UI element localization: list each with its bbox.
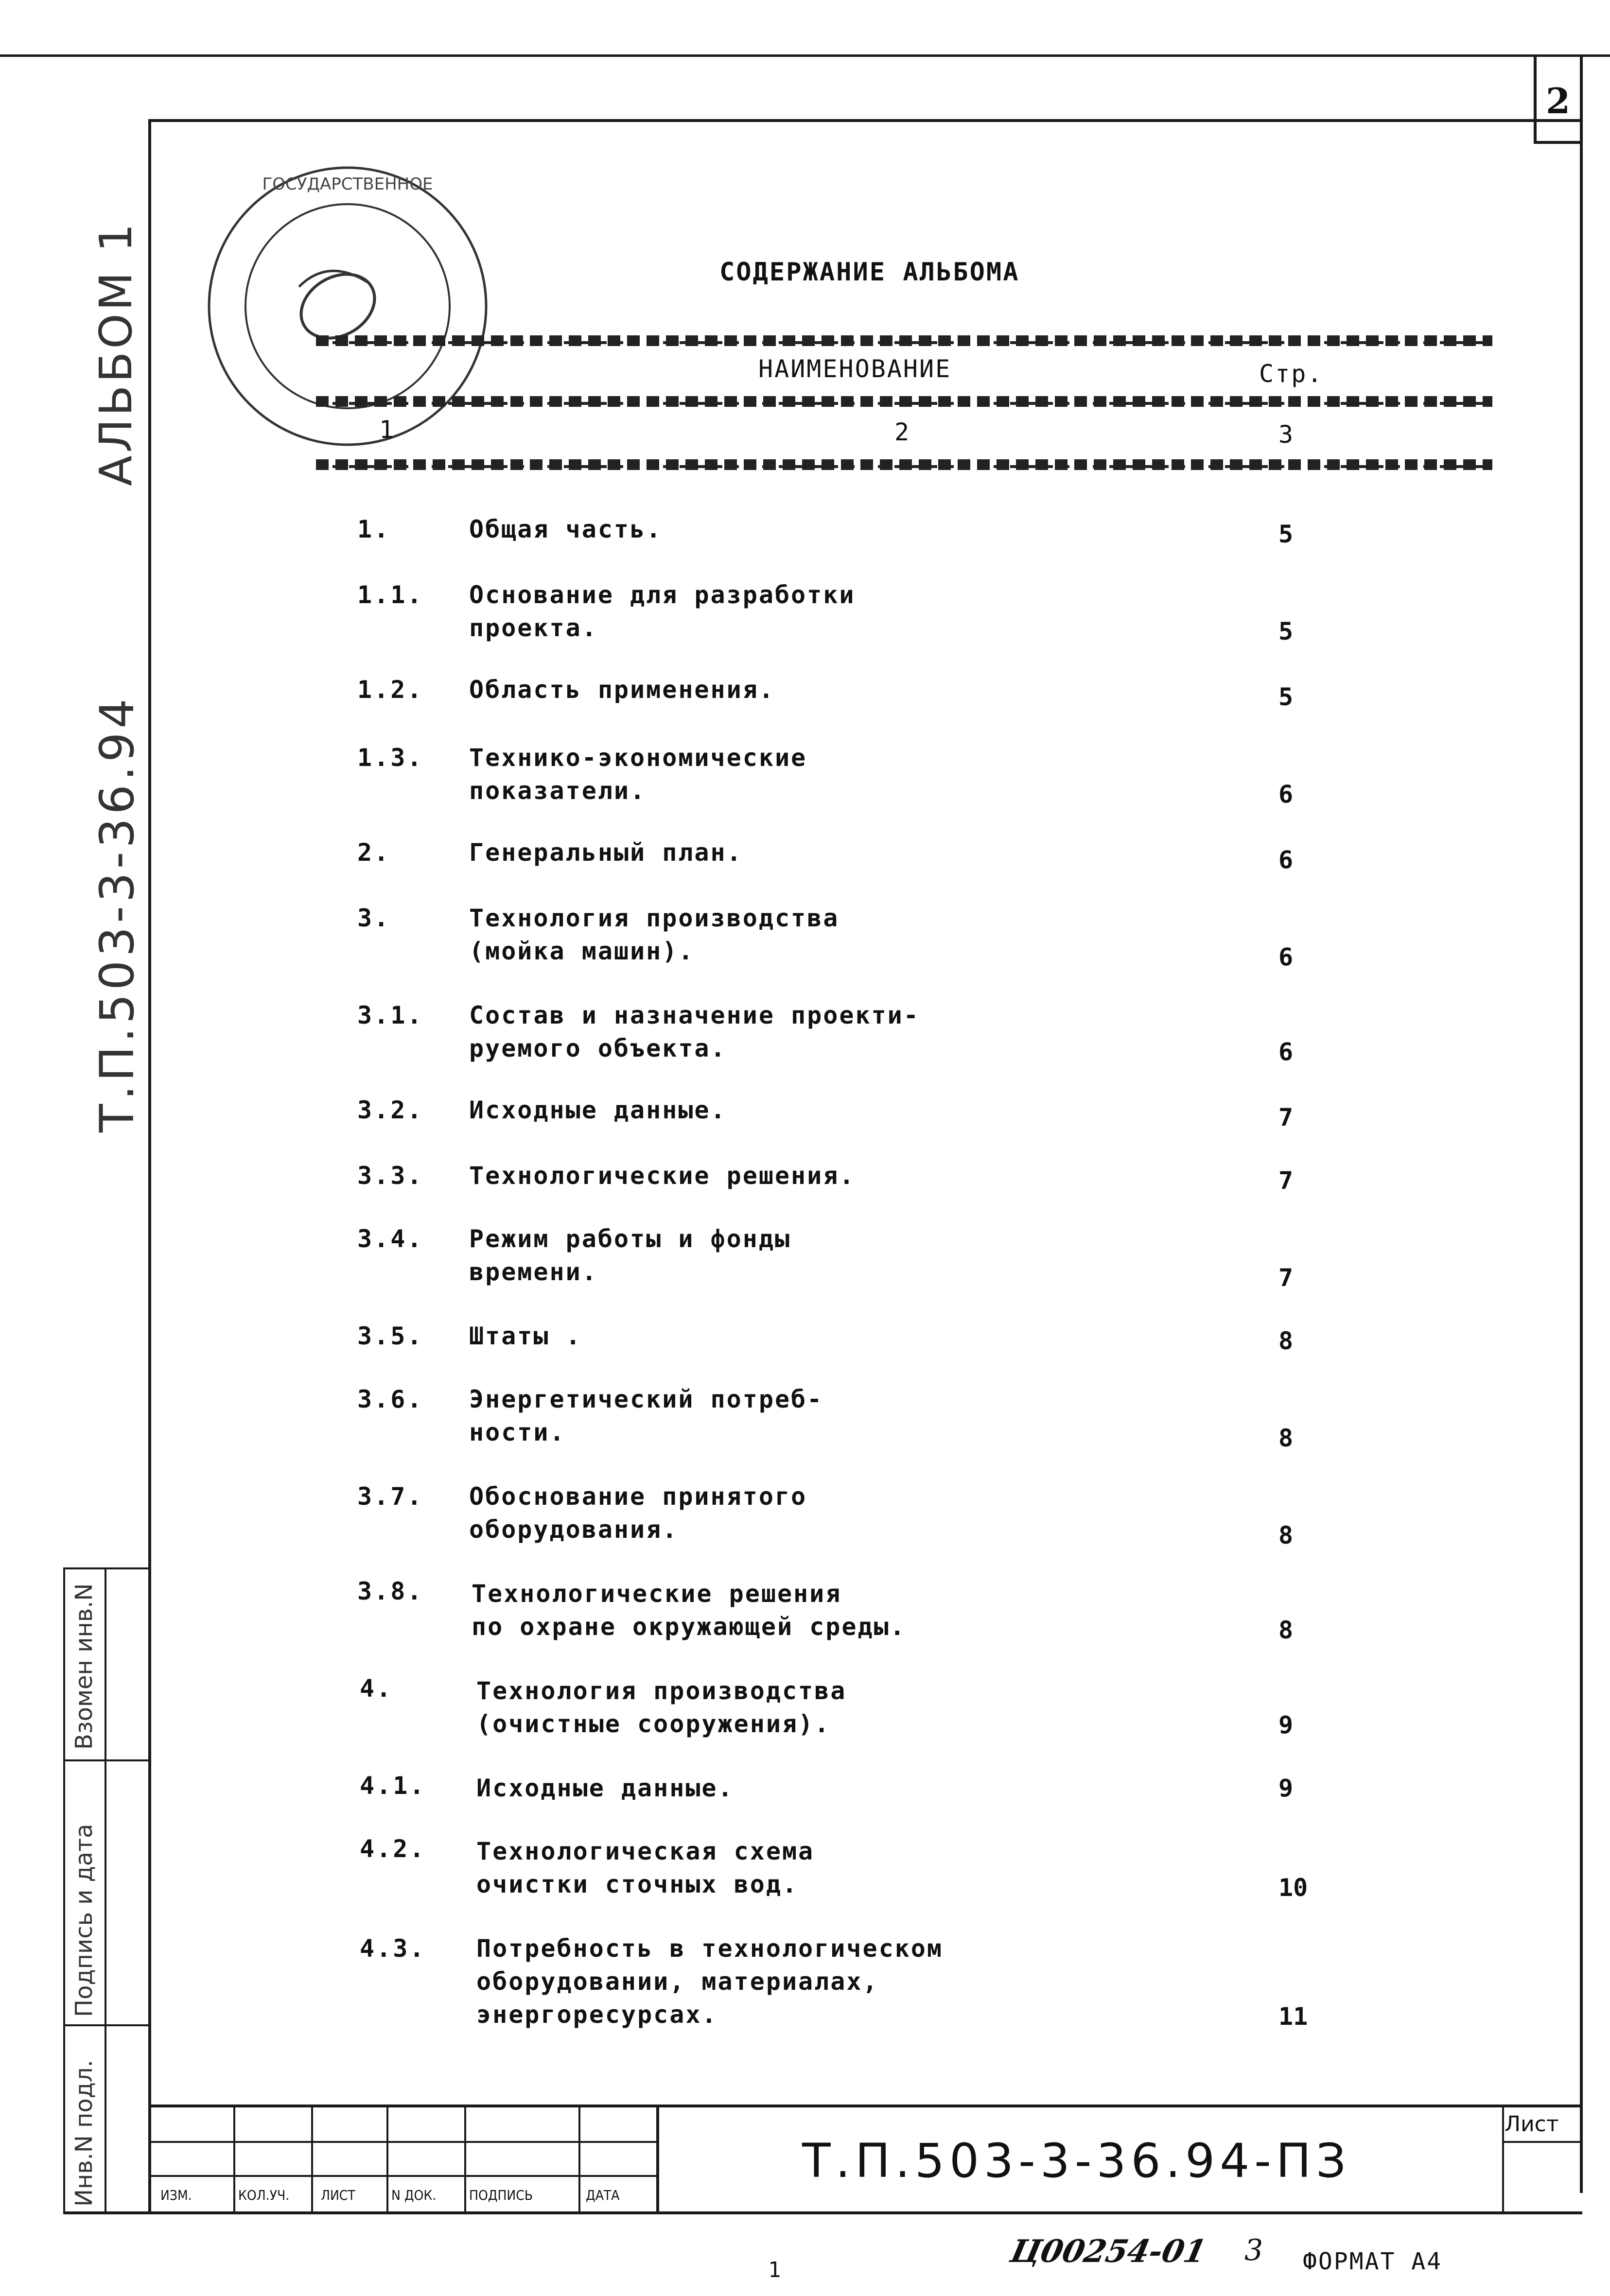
page-number-box-left: [1534, 54, 1537, 142]
title-block-sheet-divider: [1502, 2105, 1504, 2211]
format-label: ФОРМАТ А4: [1303, 2248, 1443, 2275]
toc-item-page: 7: [1278, 1166, 1294, 1195]
toc-item-number: 3.1.: [357, 1001, 424, 1029]
stamp-col-n-dok: N ДОК.: [391, 2187, 437, 2203]
toc-item-number: 3.6.: [357, 1385, 424, 1413]
side-field-replace-inv: Взомен инв.N: [70, 1583, 98, 1750]
title-block-row-line-1: [151, 2141, 659, 2143]
side-stamp-div2: [63, 2024, 148, 2026]
toc-item-title: Технологические решения.: [469, 1162, 856, 1190]
column-number-2: 2: [894, 418, 910, 446]
column-number-1: 1: [379, 416, 394, 444]
svg-text:ГОСУДАРСТВЕННОЕ: ГОСУДАРСТВЕННОЕ: [262, 174, 433, 194]
top-border: [0, 54, 1610, 57]
handwritten-number: 3: [1244, 2233, 1263, 2267]
toc-item-page: 5: [1278, 617, 1294, 645]
stamp-col-podpis: ПОДПИСЬ: [469, 2187, 533, 2203]
inner-top-border: [148, 119, 1582, 122]
title-block-row-line-2: [151, 2175, 659, 2177]
toc-item-title: Технологическая схема очистки сточных вод.: [476, 1837, 815, 1898]
toc-item-number: 4.3.: [360, 1934, 426, 1963]
toc-item-title: Генеральный план.: [469, 838, 743, 867]
toc-item-title: Технологические решения по охране окружающей среды.: [472, 1580, 906, 1641]
inner-left-border: [148, 119, 151, 2214]
toc-item-page: 5: [1278, 520, 1294, 548]
right-border: [1580, 54, 1583, 2193]
toc-item-number: 3.8.: [357, 1577, 424, 1605]
handwritten-inventory-number: Ц00254-01: [1007, 2233, 1210, 2270]
toc-item-page: 6: [1278, 1038, 1294, 1066]
toc-item-title: Область применения.: [469, 676, 775, 704]
stamp-col-kol-uch: КОЛ.УЧ.: [238, 2187, 290, 2203]
toc-item-page: 9: [1278, 1774, 1294, 1802]
side-stamp-outer: [63, 1567, 65, 2214]
toc-item-number: 1.1.: [357, 581, 424, 609]
toc-item-number: 1.2.: [357, 676, 424, 704]
page-title: СОДЕРЖАНИЕ АЛЬБОМА: [719, 258, 1020, 287]
stamp-col-list: ЛИСТ: [321, 2187, 355, 2203]
toc-item-number: 3.2.: [357, 1096, 424, 1124]
page-number: 2: [1546, 80, 1571, 122]
toc-item-page: 8: [1278, 1327, 1294, 1355]
toc-item-page: 8: [1278, 1424, 1294, 1452]
bottom-border: [63, 2211, 1582, 2214]
toc-item-page: 5: [1278, 683, 1294, 711]
toc-item-title: Потребность в технологическом оборудовании, материалах, энергоресурсах.: [476, 1934, 943, 2029]
toc-item-title: Технология производства (мойка машин).: [469, 904, 840, 965]
title-block-top: [151, 2105, 1582, 2107]
title-block-col-line: [233, 2105, 235, 2211]
page-number-box-bottom: [1534, 141, 1582, 144]
toc-item-number: 2.: [357, 838, 391, 867]
header-rule-2: [316, 396, 1492, 407]
side-field-inv-original: Инв.N подл.: [70, 2060, 98, 2207]
toc-item-number: 3.5.: [357, 1322, 424, 1350]
toc-item-page: 9: [1278, 1711, 1294, 1739]
toc-item-number: 1.3.: [357, 744, 424, 772]
stamp-col-data: ДАТА: [586, 2187, 620, 2203]
toc-item-title: Режим работы и фонды времени.: [469, 1225, 791, 1286]
side-document-code: Т.П.503-3-36.94: [90, 695, 144, 1132]
title-block-col-line: [578, 2105, 580, 2211]
toc-item-page: 6: [1278, 846, 1294, 874]
side-field-signature-date: Подпись и дата: [70, 1824, 98, 2017]
toc-item-number: 4.2.: [360, 1835, 426, 1863]
title-block-col-line: [311, 2105, 313, 2211]
toc-item-title: Технико-экономические показатели.: [469, 744, 807, 805]
album-label: АЛЬБОМ 1: [90, 221, 142, 486]
side-stamp-div1: [63, 1759, 148, 1761]
sheet-label: Лист: [1505, 2112, 1559, 2137]
toc-item-title: Технология производства (очистные сооружения).: [476, 1677, 847, 1738]
title-block-divider: [656, 2105, 659, 2211]
toc-item-number: 4.: [360, 1674, 393, 1703]
toc-item-title: Энергетический потреб- ности.: [469, 1385, 823, 1446]
toc-item-title: Общая часть.: [469, 515, 663, 543]
toc-item-number: 3.4.: [357, 1225, 424, 1253]
toc-item-title: Обоснование принятого оборудования.: [469, 1482, 807, 1544]
title-block-col-line: [386, 2105, 388, 2211]
toc-item-page: 6: [1278, 943, 1294, 971]
toc-item-title: Исходные данные.: [476, 1774, 734, 1802]
toc-item-number: 4.1.: [360, 1772, 426, 1800]
toc-item-page: 7: [1278, 1103, 1294, 1131]
toc-item-number: 1.: [357, 515, 391, 543]
toc-item-number: 3.3.: [357, 1162, 424, 1190]
header-rule-3: [316, 459, 1492, 470]
column-header-page: Стр.: [1259, 360, 1324, 388]
column-header-name: НАИМЕНОВАНИЕ: [758, 355, 952, 383]
toc-item-page: 10: [1278, 1874, 1308, 1902]
toc-item-title: Основание для разработки проекта.: [469, 581, 856, 642]
toc-item-page: 11: [1278, 2002, 1308, 2031]
title-block-sheet-line: [1502, 2141, 1582, 2143]
toc-item-page: 7: [1278, 1264, 1294, 1292]
toc-item-number: 3.7.: [357, 1482, 424, 1511]
toc-item-number: 3.: [357, 904, 391, 932]
toc-item-page: 8: [1278, 1521, 1294, 1549]
title-block-col-line: [464, 2105, 466, 2211]
column-number-3: 3: [1278, 420, 1294, 449]
toc-item-title: Исходные данные.: [469, 1096, 727, 1124]
stamp-col-izm: ИЗМ.: [160, 2187, 192, 2203]
side-stamp-inner: [105, 1567, 106, 2214]
side-stamp-top: [63, 1567, 148, 1569]
toc-item-title: Состав и назначение проекти- руемого объекта.: [469, 1001, 920, 1062]
footer-page-number: 1: [768, 2258, 781, 2282]
document-designation: Т.П.503-3-36.94-ПЗ: [802, 2134, 1351, 2188]
header-rule-1: [316, 335, 1492, 346]
round-seal: [202, 160, 493, 452]
toc-item-page: 6: [1278, 780, 1294, 808]
toc-item-page: 8: [1278, 1616, 1294, 1644]
toc-item-title: Штаты .: [469, 1322, 582, 1350]
